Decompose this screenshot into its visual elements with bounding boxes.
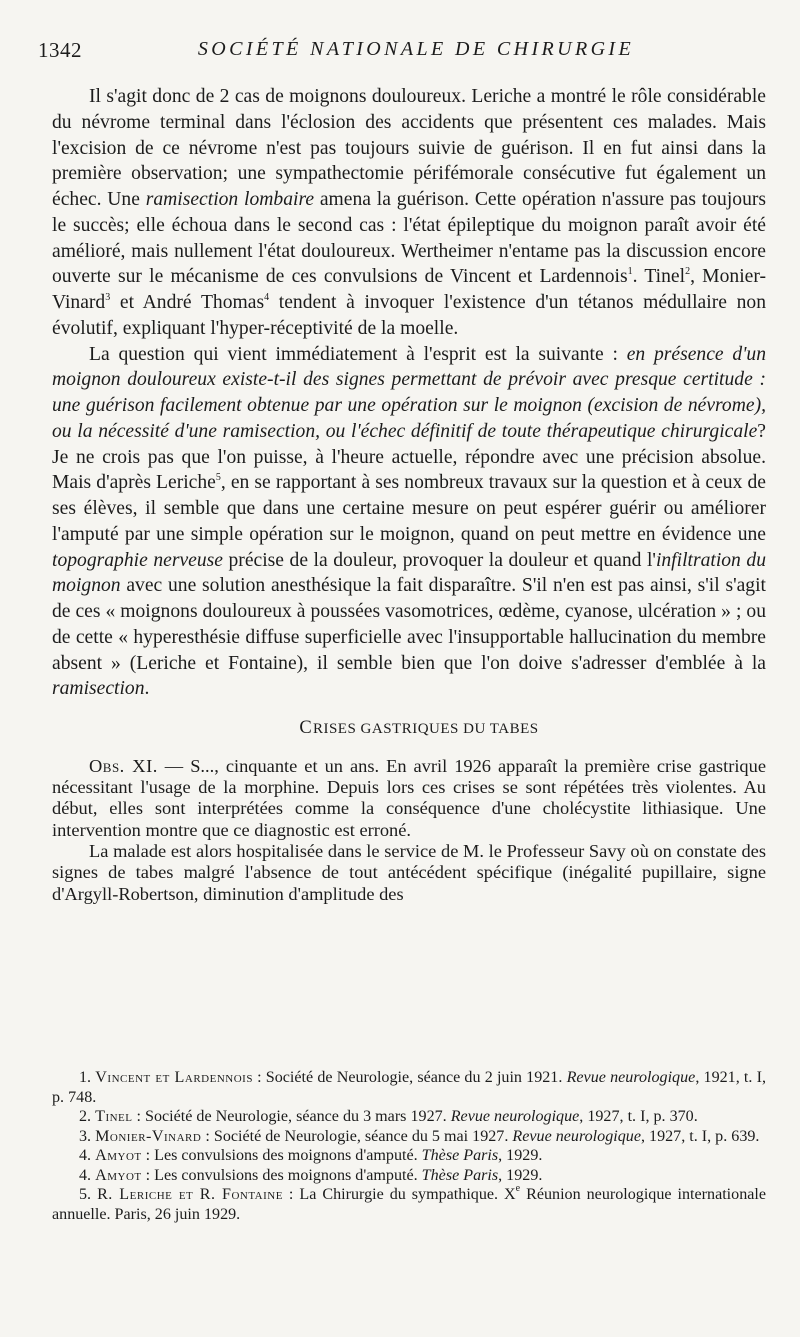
heading-rest: RISES GASTRIQUES DU TABES [312, 721, 539, 737]
text-run: . [144, 678, 150, 700]
footnote-number: 4. [79, 1166, 92, 1184]
footnote-text: : Société de Neurologie, séance du 5 mai 1927. [201, 1127, 513, 1145]
text-run: , Monier-Vinard [52, 266, 766, 313]
footnote [52, 1127, 766, 1147]
paragraph [52, 841, 766, 905]
italic-run: ramisection [52, 678, 145, 700]
italic-run: en présence d'un moignon douloureux existe-t-il des signes permettant de prévoir avec presque certitude : une guérison facilement obtenue par une opération sur le moignon (excision de névrome), ou la nécessité d'une ramisection, ou l'échec définitif de toute thérapeutique chirurgicale [52, 343, 766, 442]
page-header [38, 38, 778, 68]
footnote-journal: Revue neurologique [566, 1069, 696, 1086]
observation-block [52, 756, 766, 905]
page-number: 1342 [38, 38, 82, 62]
footnote-text: : Société de Neurologie, séance du 3 mars 1927. [132, 1108, 451, 1125]
text-run: avec une solution anesthésique la fait disparaître. S'il n'en est pas ainsi, s'il s'agit de ces « moignons douloureux à poussées vasomotrices, œdème, cyanose, ulcération » ; ou de cette « hyperesthésie diffuse superficielle avec l'insupportable hallucination du membre absent » (Leriche et Fontaine), il semble bien que l'on doive s'adresser d'emblée à la [52, 575, 766, 674]
footnote-text: : Les convulsions des moignons d'amputé. [141, 1166, 422, 1184]
text-run: ? Je ne crois pas que l'on puisse, à l'heure actuelle, répondre avec une précision absolue. Mais d'après Leriche [52, 420, 766, 494]
text-run: précise de la douleur, provoquer la douleur et quand l' [222, 549, 656, 571]
footnote-ref[interactable]: 2 [685, 266, 691, 278]
footnote-ref[interactable]: 3 [105, 292, 111, 303]
footnote-journal: Revue neurologique [450, 1108, 580, 1125]
footnote-author: R. Leriche et R. Fontaine [97, 1186, 283, 1203]
text-run: La question qui vient immédiatement à l'esprit est la suivante : [89, 343, 627, 365]
footnote-journal: Thèse Paris [421, 1147, 499, 1164]
text-run: La malade est alors hospitalisée dans le service de M. le Professeur Savy où on constate des signes de tabes malgré l'absence de tout antécédent spécifique (inégalité pupillaire, signe d'Argyll-Robertson, diminution d'amplitude des [52, 840, 766, 904]
text-run: Il s'agit donc de 2 cas de moignons douloureux. Leriche a montré le rôle considérable du névrome terminal dans l'éclosion des accidents que présentent ces malades. Mais l'excision de ce névrome n'est pas toujours suivie de guérison. Il en fut ainsi dans la première observation; une sympathectomie périfémorale consécutive fut également un échec. Une [52, 86, 766, 210]
footnote-number: 3. [79, 1127, 92, 1145]
paragraph [52, 84, 766, 342]
footnote-number: 4. [79, 1147, 92, 1164]
footnote-tail: , 1927, t. I, p. 370. [579, 1108, 698, 1125]
italic-run: ramisection lombaire [145, 189, 315, 210]
footnotes [52, 1068, 766, 1224]
footnote [52, 1068, 766, 1107]
paragraph [52, 342, 766, 703]
footnote-tail: , 1929. [498, 1166, 543, 1184]
footnote-superscript: e [515, 1183, 521, 1194]
footnote-tail: Réunion neurologique internationale annuelle. Paris, 26 juin 1929. [52, 1186, 767, 1223]
text-run: — S..., cinquante et un ans. En avril 1926 apparaît la première crise gastrique nécessitant l'usage de la morphine. Depuis lors ces crises se sont répétées très violentes. Au début, elles sont interprétées comme la conséquence d'une cholécystite lithiasique. Une intervention montre que ce diagnostic est erroné. [52, 755, 766, 840]
footnote-tail: , 1929. [498, 1147, 543, 1164]
footnote-text: : La Chirurgie du sympathique. X [282, 1186, 516, 1203]
footnote-author: Amyot [95, 1147, 142, 1164]
observation-label: Obs. XI. [89, 755, 158, 776]
section-heading [52, 716, 766, 743]
footnote [52, 1146, 766, 1166]
footnote-text: : Les convulsions des moignons d'amputé. [141, 1147, 422, 1164]
text-run: amena la guérison. Cette opération n'assure pas toujours le succès; elle échoua dans le second cas : l'état épileptique du moignon paraît avoir été amélioré, mais nullement l'état douloureux. Wertheimer n'entame pas la discussion encore ouverte sur le mécanisme de ces convulsions de Vincent et Lardennois [52, 189, 767, 288]
text-run: et André Thomas [110, 292, 265, 313]
paragraph [52, 756, 766, 841]
footnote-ref[interactable]: 5 [215, 472, 221, 484]
footnote [52, 1107, 766, 1127]
footnote-author: Tinel [95, 1108, 133, 1125]
footnote-author: Monier-Vinard [95, 1127, 202, 1145]
footnote [52, 1166, 766, 1186]
main-text [52, 84, 766, 905]
footnote-ref[interactable]: 4 [264, 292, 270, 303]
footnote-text: : Société de Neurologie, séance du 2 juin 1921. [252, 1069, 567, 1086]
running-title: SOCIÉTÉ NATIONALE DE CHIRURGIE [197, 38, 635, 60]
footnote-tail: , 1927, t. I, p. 639. [640, 1127, 760, 1145]
italic-run: infiltration du moignon [52, 549, 766, 597]
footnote-number: 1. [79, 1069, 92, 1086]
footnote-author: Amyot [95, 1166, 142, 1184]
footnote-journal: Revue neurologique [512, 1127, 641, 1145]
footnote [52, 1185, 766, 1224]
footnote-number: 2. [79, 1108, 92, 1125]
footnote-author: Vincent et Lardennois [95, 1069, 253, 1086]
footnote-number: 5. [79, 1186, 92, 1203]
footnote-journal: Thèse Paris [421, 1166, 499, 1184]
text-run: , en se rapportant à ses nombreux travaux sur la question et à ceux de ses élèves, il semble que dans une certaine mesure on peut espérer guérir ou améliorer l'amputé par une simple opération sur le moignon, quand on peut mettre en évidence une [52, 472, 766, 545]
italic-run: topographie nerveuse [52, 549, 223, 571]
footnote-ref[interactable]: 1 [627, 266, 633, 278]
footnote-tail: , 1921, t. I, p. 748. [52, 1069, 766, 1106]
heading-initial: C [299, 718, 313, 738]
text-run: . Tinel [632, 266, 686, 288]
text-run: tendent à invoquer l'existence d'un tétanos médullaire non évolutif, expliquant l'hyper-réceptivité de la moelle. [52, 292, 766, 339]
